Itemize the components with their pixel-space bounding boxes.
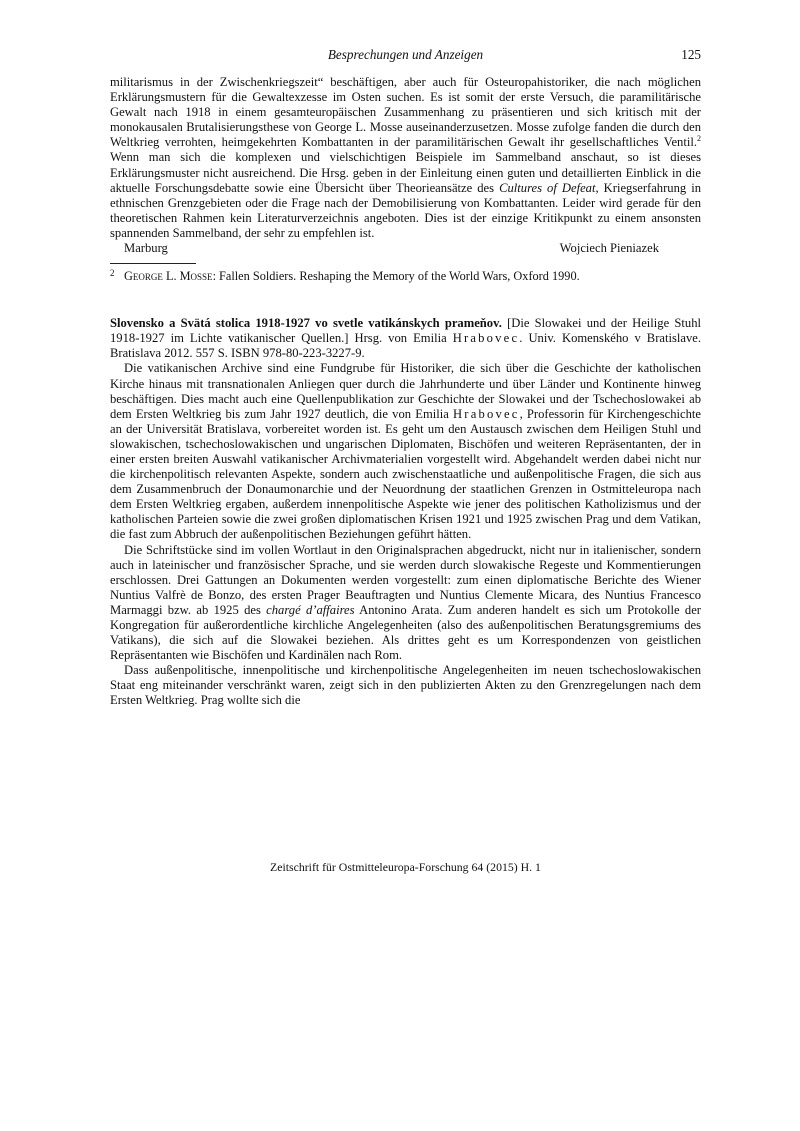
review2: [110, 316, 701, 708]
running-title: Besprechungen und Anzeigen: [327, 47, 484, 62]
review2-paragraph-3: Dass außenpolitische, innenpolitische und kirchenpolitische Angelegenheiten im neuen tschechoslowakischen Staat eng miteinander verschränkt waren, zeigt sich in den publizierten Akten zu den Grenzregelungen nach dem Ersten Weltkrieg. Prag wollte sich die: [110, 663, 701, 708]
review2-title: Slovensko a Svätá stolica 1918-1927 vo svetle vatikánskych prameňov.: [110, 316, 502, 331]
review2-paragraph-1: Die vatikanischen Archive sind eine Fundgrube für Historiker, die sich über die Geschichte der katholischen Kirche hinaus mit transnationalen Anliegen quer durch die Jahrhunderte und über Länder und Kontinente hinweg beschäftigen. Dies macht auch eine Quellenpublikation zur Geschichte der Slowakei und der Tschechoslowakei ab dem Ersten Weltkrieg bis zum Jahr 1927 deutlich, die von Emilia Hrabovec, Professorin für Kirchengeschichte an der Universität Bratislava, vorbereitet worden ist. Es geht um den Austausch zwischen dem Heiligen Stuhl und slowakischen, tschechoslowakischen und ungarischen Diplomaten, Bischöfen und weiteren Repräsentanten, der in einer ersten breiten Auswahl vatikanischer Archivmaterialien vorgestellt wird. Abgehandelt werden dabei nicht nur die kirchenpolitisch relevanten Aspekte, sondern auch zwischenstaatliche und außenpolitische Fragen, die sich aus dem Zusammenbruch der Donaumonarchie und der Neuordnung der staatlichen Grenzen in Ostmitteleuropa nach dem Ersten Weltkrieg ergaben, außerdem innenpolitische Aspekte wie jener des politischen Katholizismus und der katholischen Parteien sowie die zwei großen diplomatischen Krisen 1921 und 1925 zwischen Prag und dem Vatikan, die fast zum Abbruch der außenpolitischen Beziehungen geführt hätten.: [110, 361, 701, 542]
page-body: [110, 75, 701, 709]
journal-footer: Zeitschrift für Ostmitteleuropa-Forschung 64 (2015) H. 1: [270, 860, 541, 874]
footnote-mark: 2: [110, 268, 115, 279]
review-signature: [110, 241, 701, 256]
review-place: Marburg: [124, 241, 168, 256]
footnote-ref: 2: [697, 134, 701, 144]
running-header: [110, 47, 701, 67]
editor-name: Hrabovec: [452, 331, 520, 346]
page-number: 125: [681, 47, 701, 62]
reviewer-name: Wojciech Pieniazek: [559, 241, 659, 256]
footnote-text: : Fallen Soldiers. Reshaping the Memory of the World Wars, Oxford 1990.: [212, 269, 580, 284]
footnote: [110, 269, 701, 284]
review1-paragraph: militarismus in der Zwischenkriegszeit“ beschäftigen, aber auch für Osteuropahistoriker, die nach möglichen Erklärungsmustern für die Gewaltexzesse im Osten suchen. Es ist somit der erste Versuch, die paramilitärische Gewalt nach 1918 in einem gesamteuropäischen Zusammenhang zu präsentieren und sich kritisch mit der monokausalen Brutalisierungsthese von George L. Mosse auseinanderzusetzen. Mosse zufolge fanden die durch den Weltkrieg verrohten, heimgekehrten Kombattanten in der paramilitärischen Gewalt ihr gesellschaftliches Ventil.$^2$ Wenn man sich die komplexen und vielschichtigen Beispiele im Sammelband anschaut, so ist dieses Erklärungsmuster nicht ausreichend. Die Hrsg. geben in der Einleitung einen guten und detaillierten Einblick in die aktuelle Forschungsdebatte sowie eine Übersicht über Theorieansätze des Cultures of Defeat, Kriegserfahrung in ethnischen Grenzgebieten oder die Frage nach der Demobilisierung von Kombattanten. Leider wird gerade für den theoretischen Rahmen kein Literaturverzeichnis angeboten. Dies ist der einzige Kritikpunkt zu einem ansonsten spannenden Sammelband, der sehr zu empfehlen ist.: [110, 75, 702, 240]
footnote-author: George L. Mosse: [124, 269, 213, 284]
review2-paragraph-2: Die Schriftstücke sind im vollen Wortlaut in den Originalsprachen abgedruckt, nicht nur in italienischer, sondern auch in lateinischer und französischer Sprache, und sie werden durch slowakische Regeste und Kommentierungen erschlossen. Drei Gattungen an Dokumenten werden vorgestellt: zum einen diplomatische Berichte des Wiener Nuntius Valfrè de Bonzo, des ersten Prager Beauftragten und Nuntius Clemente Micara, des Nuntius Francesco Marmaggi bzw. ab 1925 des chargé d’affaires Antonino Arata. Zum anderen handelt es sich um Protokolle der Kongregation für außerordentliche kirchliche Angelegenheiten (also des außenpolitischen Beratungsgremiums des Vatikans), die sich auf die Slowakei beziehen. Als drittes geht es um Korrespondenzen von geistlichen Repräsentanten wie Bischöfen und Kardinälen nach Rom.: [110, 542, 701, 663]
review2-bibliography: Slovensko a Svätá stolica 1918-1927 vo svetle vatikánskych prameňov. [Die Slowakei und der Heilige Stuhl 1918-1927 im Lichte vatikanischer Quellen.] Hrsg. von Emilia Hrabovec. Univ. Komenského v Bratislave. Bratislava 2012. 557 S. ISBN 978-80-223-3227-9.: [110, 316, 701, 361]
footnote-rule: [110, 263, 196, 264]
